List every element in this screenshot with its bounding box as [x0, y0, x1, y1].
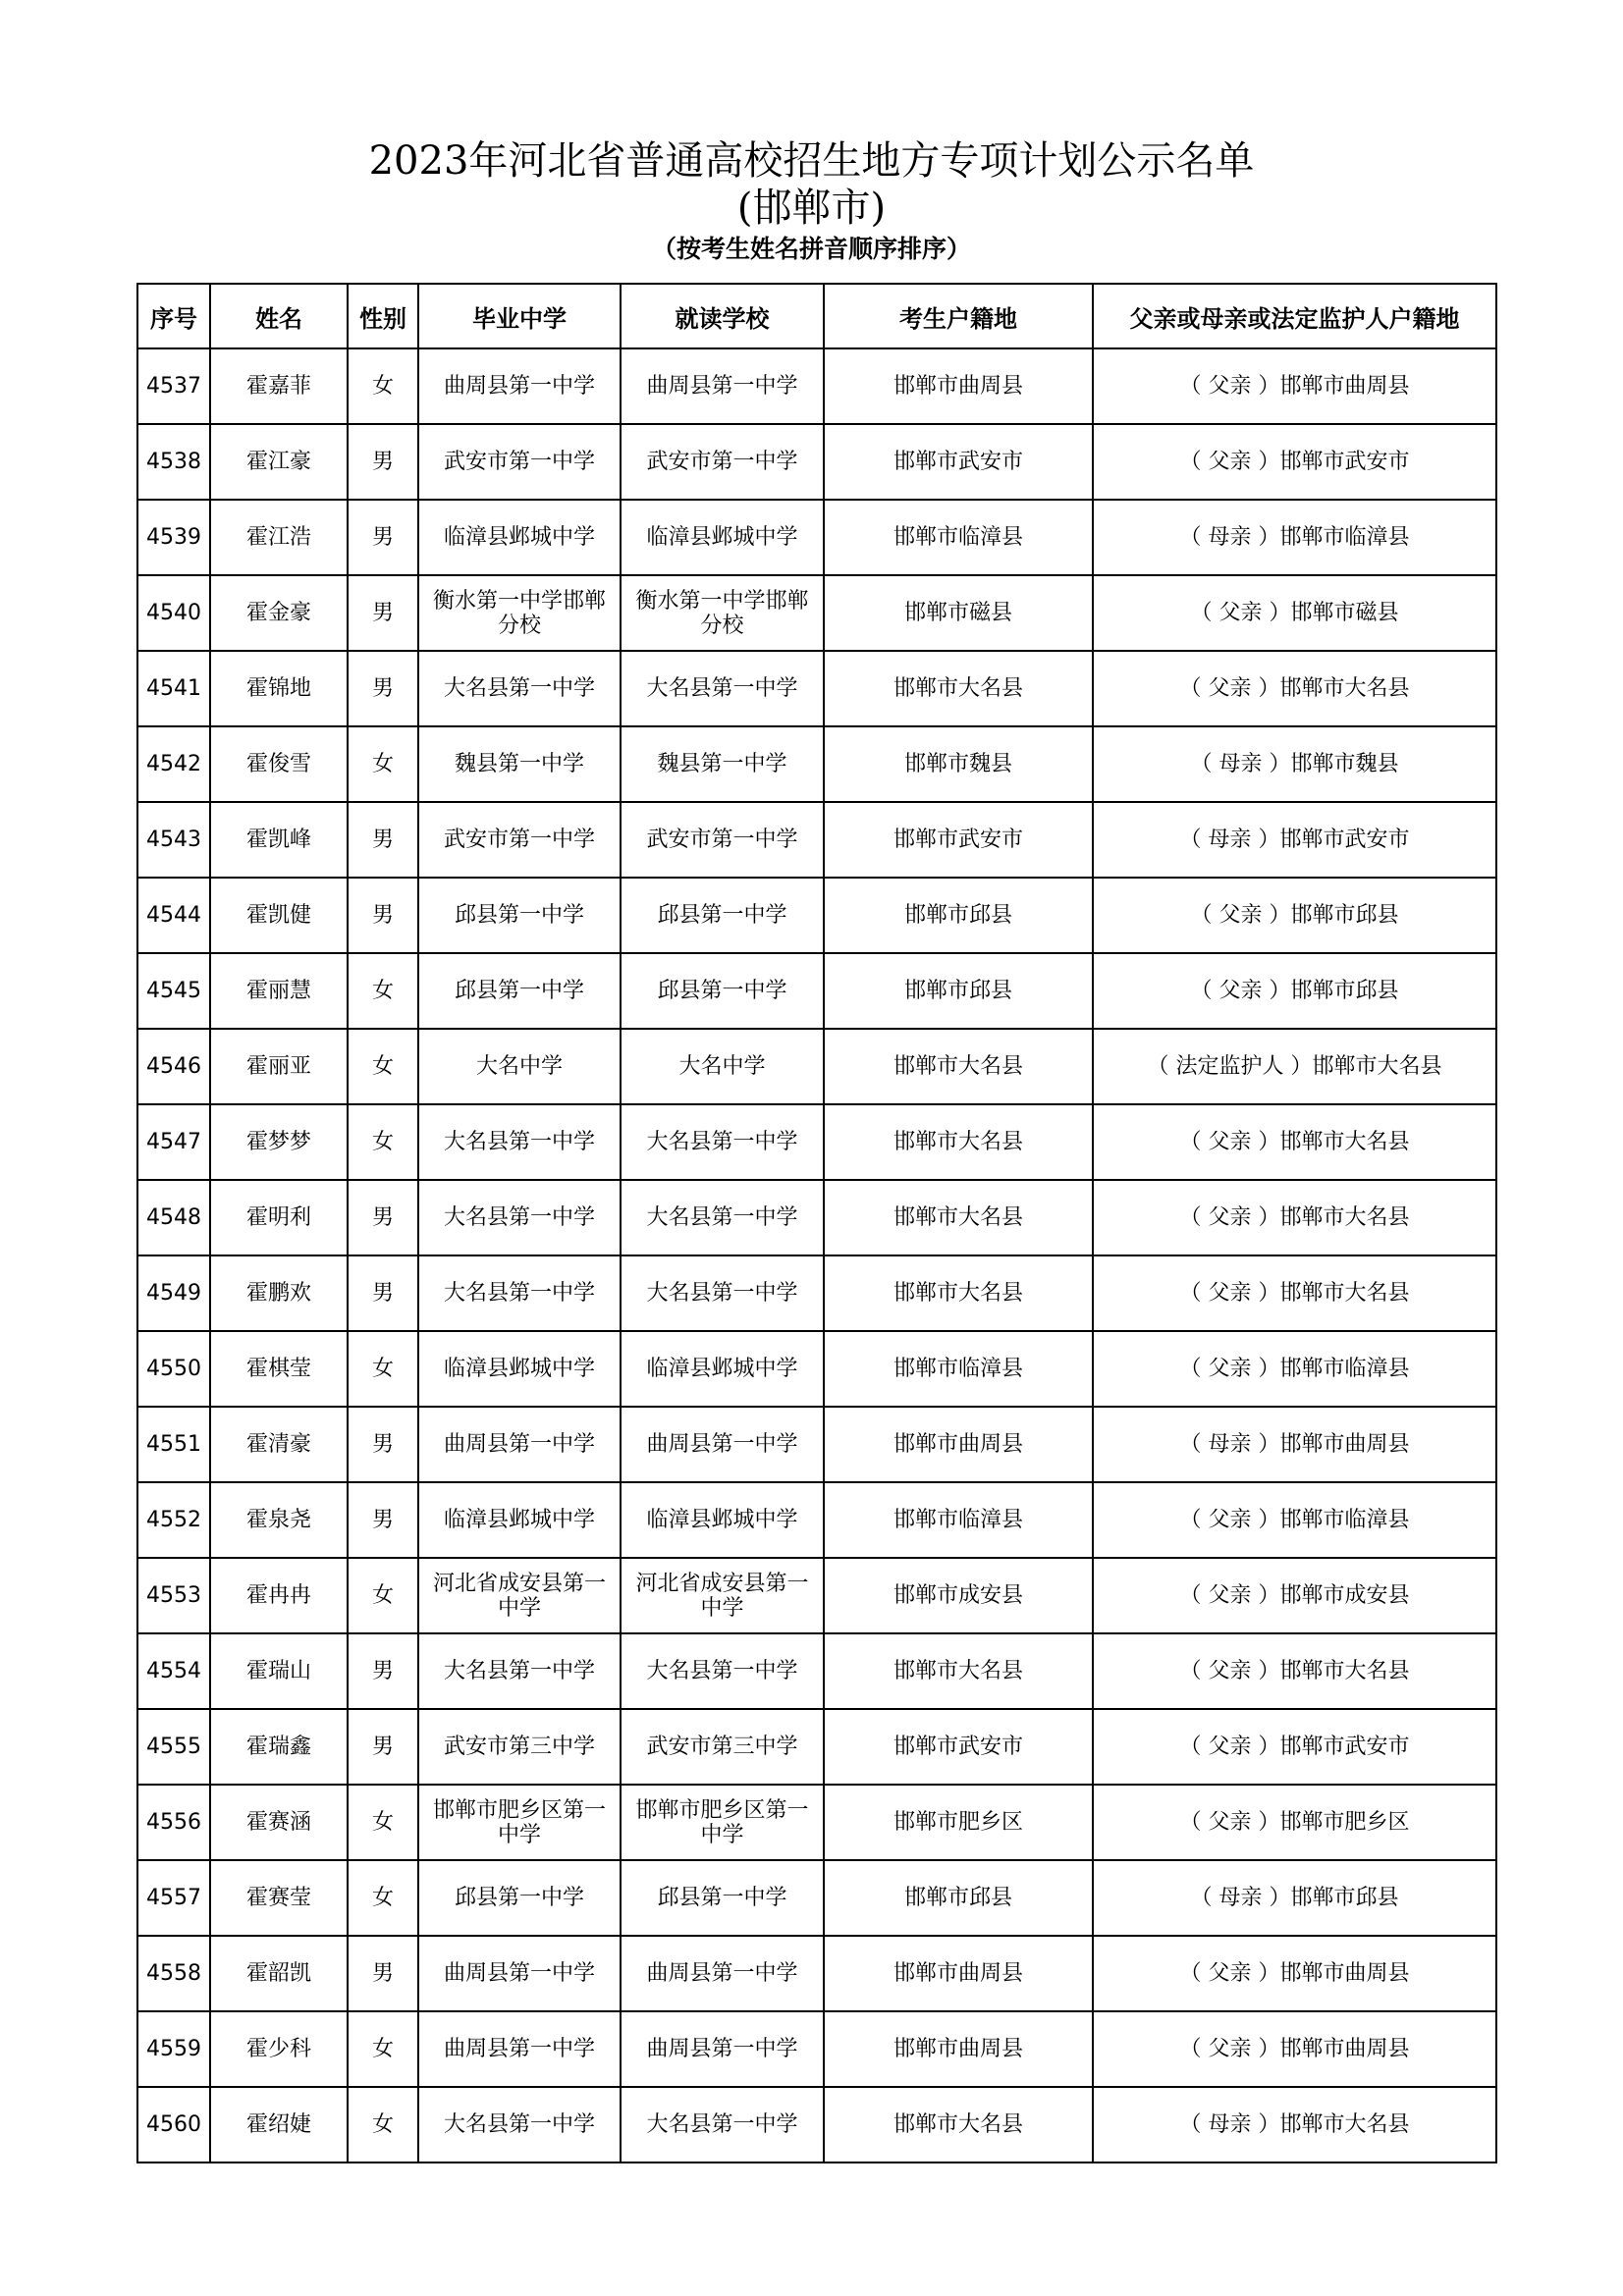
cell-serial: 4544 — [137, 878, 210, 953]
cell-guardian-residence: （ 父亲 ）邯郸市邱县 — [1093, 878, 1496, 953]
cell-name: 霍棋莹 — [210, 1331, 348, 1407]
cell-guardian-residence: （ 父亲 ）邯郸市武安市 — [1093, 1709, 1496, 1785]
cell-graduation-school: 河北省成安县第一中学 — [418, 1558, 621, 1633]
cell-gender: 男 — [348, 500, 418, 575]
cell-gender: 男 — [348, 1180, 418, 1255]
table-row — [137, 348, 1496, 424]
table-row — [137, 424, 1496, 500]
cell-graduation-school: 大名县第一中学 — [418, 651, 621, 726]
roster-table — [136, 283, 1497, 2163]
cell-current-school: 曲周县第一中学 — [621, 1936, 824, 2011]
cell-graduation-school: 武安市第三中学 — [418, 1709, 621, 1785]
cell-current-school: 武安市第一中学 — [621, 424, 824, 500]
header-guardian-residence: 父亲或母亲或法定监护人户籍地 — [1093, 284, 1496, 348]
cell-current-school: 大名县第一中学 — [621, 2087, 824, 2163]
table-row — [137, 575, 1496, 651]
cell-student-residence: 邯郸市曲周县 — [824, 1407, 1093, 1482]
cell-gender: 女 — [348, 1331, 418, 1407]
cell-serial: 4537 — [137, 348, 210, 424]
cell-graduation-school: 邱县第一中学 — [418, 878, 621, 953]
cell-student-residence: 邯郸市大名县 — [824, 1255, 1093, 1331]
table-row — [137, 953, 1496, 1029]
cell-guardian-residence: （ 父亲 ）邯郸市曲周县 — [1093, 348, 1496, 424]
cell-serial: 4542 — [137, 726, 210, 802]
table-header-row — [137, 284, 1496, 348]
cell-student-residence: 邯郸市大名县 — [824, 651, 1093, 726]
table-row — [137, 726, 1496, 802]
cell-name: 霍江浩 — [210, 500, 348, 575]
cell-current-school: 大名县第一中学 — [621, 1104, 824, 1180]
cell-guardian-residence: （ 父亲 ）邯郸市大名县 — [1093, 1255, 1496, 1331]
cell-gender: 女 — [348, 953, 418, 1029]
cell-guardian-residence: （ 母亲 ）邯郸市魏县 — [1093, 726, 1496, 802]
cell-student-residence: 邯郸市大名县 — [824, 1180, 1093, 1255]
cell-name: 霍丽亚 — [210, 1029, 348, 1104]
cell-student-residence: 邯郸市临漳县 — [824, 1331, 1093, 1407]
cell-current-school: 大名中学 — [621, 1029, 824, 1104]
cell-gender: 男 — [348, 1482, 418, 1558]
cell-current-school: 曲周县第一中学 — [621, 2011, 824, 2087]
cell-guardian-residence: （ 父亲 ）邯郸市曲周县 — [1093, 1936, 1496, 2011]
table-row — [137, 1180, 1496, 1255]
cell-serial: 4555 — [137, 1709, 210, 1785]
cell-serial: 4556 — [137, 1785, 210, 1860]
document-title: 2023年河北省普通高校招生地方专项计划公示名单 — [368, 138, 1255, 184]
cell-current-school: 临漳县邺城中学 — [621, 1482, 824, 1558]
header-serial: 序号 — [137, 284, 210, 348]
cell-name: 霍清豪 — [210, 1407, 348, 1482]
cell-gender: 女 — [348, 1785, 418, 1860]
table-row — [137, 1407, 1496, 1482]
cell-graduation-school: 临漳县邺城中学 — [418, 500, 621, 575]
cell-guardian-residence: （ 父亲 ）邯郸市武安市 — [1093, 424, 1496, 500]
cell-student-residence: 邯郸市大名县 — [824, 1029, 1093, 1104]
cell-student-residence: 邯郸市肥乡区 — [824, 1785, 1093, 1860]
cell-guardian-residence: （ 母亲 ）邯郸市临漳县 — [1093, 500, 1496, 575]
table-row — [137, 878, 1496, 953]
cell-graduation-school: 临漳县邺城中学 — [418, 1482, 621, 1558]
cell-guardian-residence: （ 父亲 ）邯郸市磁县 — [1093, 575, 1496, 651]
cell-gender: 男 — [348, 1255, 418, 1331]
cell-graduation-school: 大名中学 — [418, 1029, 621, 1104]
cell-student-residence: 邯郸市大名县 — [824, 1104, 1093, 1180]
cell-current-school: 邯郸市肥乡区第一中学 — [621, 1785, 824, 1860]
cell-current-school: 曲周县第一中学 — [621, 1407, 824, 1482]
cell-serial: 4553 — [137, 1558, 210, 1633]
cell-guardian-residence: （ 父亲 ）邯郸市临漳县 — [1093, 1482, 1496, 1558]
cell-name: 霍泉尧 — [210, 1482, 348, 1558]
cell-serial: 4540 — [137, 575, 210, 651]
cell-gender: 女 — [348, 1860, 418, 1936]
cell-graduation-school: 大名县第一中学 — [418, 1180, 621, 1255]
cell-graduation-school: 临漳县邺城中学 — [418, 1331, 621, 1407]
cell-current-school: 邱县第一中学 — [621, 1860, 824, 1936]
cell-name: 霍赛涵 — [210, 1785, 348, 1860]
cell-name: 霍韶凯 — [210, 1936, 348, 2011]
cell-name: 霍绍婕 — [210, 2087, 348, 2163]
cell-name: 霍冉冉 — [210, 1558, 348, 1633]
cell-guardian-residence: （ 母亲 ）邯郸市邱县 — [1093, 1860, 1496, 1936]
cell-student-residence: 邯郸市武安市 — [824, 802, 1093, 878]
cell-name: 霍江豪 — [210, 424, 348, 500]
cell-student-residence: 邯郸市邱县 — [824, 953, 1093, 1029]
table-row — [137, 500, 1496, 575]
cell-guardian-residence: （ 父亲 ）邯郸市邱县 — [1093, 953, 1496, 1029]
cell-gender: 女 — [348, 1104, 418, 1180]
cell-current-school: 大名县第一中学 — [621, 651, 824, 726]
cell-current-school: 河北省成安县第一中学 — [621, 1558, 824, 1633]
cell-current-school: 大名县第一中学 — [621, 1633, 824, 1709]
cell-serial: 4550 — [137, 1331, 210, 1407]
cell-guardian-residence: （ 父亲 ）邯郸市大名县 — [1093, 1180, 1496, 1255]
table-row — [137, 1709, 1496, 1785]
cell-name: 霍凯健 — [210, 878, 348, 953]
cell-current-school: 魏县第一中学 — [621, 726, 824, 802]
cell-serial: 4560 — [137, 2087, 210, 2163]
cell-name: 霍嘉菲 — [210, 348, 348, 424]
table-row — [137, 1558, 1496, 1633]
cell-name: 霍鹏欢 — [210, 1255, 348, 1331]
cell-gender: 女 — [348, 1029, 418, 1104]
cell-gender: 女 — [348, 2011, 418, 2087]
cell-current-school: 大名县第一中学 — [621, 1180, 824, 1255]
cell-current-school: 邱县第一中学 — [621, 953, 824, 1029]
table-row — [137, 1936, 1496, 2011]
cell-gender: 男 — [348, 1407, 418, 1482]
cell-serial: 4548 — [137, 1180, 210, 1255]
cell-serial: 4549 — [137, 1255, 210, 1331]
header-gender: 性别 — [348, 284, 418, 348]
cell-graduation-school: 魏县第一中学 — [418, 726, 621, 802]
cell-student-residence: 邯郸市武安市 — [824, 1709, 1093, 1785]
cell-guardian-residence: （ 父亲 ）邯郸市大名县 — [1093, 1104, 1496, 1180]
table-row — [137, 651, 1496, 726]
header-graduation-school: 毕业中学 — [418, 284, 621, 348]
table-row — [137, 1860, 1496, 1936]
cell-guardian-residence: （ 父亲 ）邯郸市临漳县 — [1093, 1331, 1496, 1407]
cell-current-school: 临漳县邺城中学 — [621, 1331, 824, 1407]
cell-name: 霍赛莹 — [210, 1860, 348, 1936]
header-name: 姓名 — [210, 284, 348, 348]
table-row — [137, 1482, 1496, 1558]
cell-graduation-school: 曲周县第一中学 — [418, 1407, 621, 1482]
cell-graduation-school: 邱县第一中学 — [418, 1860, 621, 1936]
cell-name: 霍凯峰 — [210, 802, 348, 878]
cell-student-residence: 邯郸市成安县 — [824, 1558, 1093, 1633]
cell-serial: 4539 — [137, 500, 210, 575]
cell-student-residence: 邯郸市临漳县 — [824, 1482, 1093, 1558]
cell-current-school: 邱县第一中学 — [621, 878, 824, 953]
cell-graduation-school: 武安市第一中学 — [418, 424, 621, 500]
cell-graduation-school: 曲周县第一中学 — [418, 2011, 621, 2087]
table-row — [137, 1255, 1496, 1331]
cell-graduation-school: 曲周县第一中学 — [418, 348, 621, 424]
table-row — [137, 802, 1496, 878]
header-current-school: 就读学校 — [621, 284, 824, 348]
cell-student-residence: 邯郸市临漳县 — [824, 500, 1093, 575]
cell-serial: 4559 — [137, 2011, 210, 2087]
cell-guardian-residence: （ 父亲 ）邯郸市曲周县 — [1093, 2011, 1496, 2087]
cell-serial: 4545 — [137, 953, 210, 1029]
cell-student-residence: 邯郸市武安市 — [824, 424, 1093, 500]
cell-student-residence: 邯郸市曲周县 — [824, 1936, 1093, 2011]
cell-name: 霍俊雪 — [210, 726, 348, 802]
header-student-residence: 考生户籍地 — [824, 284, 1093, 348]
cell-gender: 男 — [348, 575, 418, 651]
cell-graduation-school: 大名县第一中学 — [418, 1255, 621, 1331]
cell-serial: 4551 — [137, 1407, 210, 1482]
table-row — [137, 1633, 1496, 1709]
cell-student-residence: 邯郸市曲周县 — [824, 348, 1093, 424]
cell-graduation-school: 邱县第一中学 — [418, 953, 621, 1029]
cell-current-school: 武安市第一中学 — [621, 802, 824, 878]
cell-name: 霍明利 — [210, 1180, 348, 1255]
cell-graduation-school: 大名县第一中学 — [418, 2087, 621, 2163]
table-row — [137, 1104, 1496, 1180]
cell-student-residence: 邯郸市邱县 — [824, 878, 1093, 953]
cell-guardian-residence: （ 父亲 ）邯郸市成安县 — [1093, 1558, 1496, 1633]
cell-current-school: 大名县第一中学 — [621, 1255, 824, 1331]
cell-current-school: 曲周县第一中学 — [621, 348, 824, 424]
cell-student-residence: 邯郸市魏县 — [824, 726, 1093, 802]
cell-gender: 男 — [348, 424, 418, 500]
cell-gender: 女 — [348, 2087, 418, 2163]
cell-serial: 4541 — [137, 651, 210, 726]
cell-gender: 男 — [348, 1936, 418, 2011]
cell-guardian-residence: （ 法定监护人 ）邯郸市大名县 — [1093, 1029, 1496, 1104]
cell-graduation-school: 曲周县第一中学 — [418, 1936, 621, 2011]
cell-name: 霍少科 — [210, 2011, 348, 2087]
cell-serial: 4557 — [137, 1860, 210, 1936]
table-row — [137, 2087, 1496, 2163]
cell-student-residence: 邯郸市大名县 — [824, 2087, 1093, 2163]
cell-student-residence: 邯郸市大名县 — [824, 1633, 1093, 1709]
cell-gender: 男 — [348, 878, 418, 953]
cell-student-residence: 邯郸市邱县 — [824, 1860, 1093, 1936]
cell-current-school: 衡水第一中学邯郸分校 — [621, 575, 824, 651]
table-row — [137, 2011, 1496, 2087]
cell-student-residence: 邯郸市曲周县 — [824, 2011, 1093, 2087]
cell-guardian-residence: （ 母亲 ）邯郸市曲周县 — [1093, 1407, 1496, 1482]
cell-current-school: 临漳县邺城中学 — [621, 500, 824, 575]
document-subtitle: (邯郸市) — [736, 186, 887, 231]
cell-serial: 4543 — [137, 802, 210, 878]
cell-gender: 男 — [348, 651, 418, 726]
cell-student-residence: 邯郸市磁县 — [824, 575, 1093, 651]
cell-gender: 男 — [348, 1709, 418, 1785]
cell-guardian-residence: （ 父亲 ）邯郸市肥乡区 — [1093, 1785, 1496, 1860]
cell-name: 霍瑞山 — [210, 1633, 348, 1709]
cell-graduation-school: 邯郸市肥乡区第一中学 — [418, 1785, 621, 1860]
cell-name: 霍锦地 — [210, 651, 348, 726]
cell-gender: 女 — [348, 348, 418, 424]
sort-note: （按考生姓名拼音顺序排序） — [651, 235, 971, 263]
cell-guardian-residence: （ 母亲 ）邯郸市大名县 — [1093, 2087, 1496, 2163]
cell-gender: 女 — [348, 726, 418, 802]
cell-serial: 4554 — [137, 1633, 210, 1709]
cell-name: 霍瑞鑫 — [210, 1709, 348, 1785]
cell-serial: 4546 — [137, 1029, 210, 1104]
cell-gender: 女 — [348, 1558, 418, 1633]
cell-name: 霍丽慧 — [210, 953, 348, 1029]
cell-gender: 男 — [348, 1633, 418, 1709]
table-row — [137, 1785, 1496, 1860]
cell-graduation-school: 衡水第一中学邯郸分校 — [418, 575, 621, 651]
cell-graduation-school: 武安市第一中学 — [418, 802, 621, 878]
cell-name: 霍金豪 — [210, 575, 348, 651]
cell-name: 霍梦梦 — [210, 1104, 348, 1180]
cell-guardian-residence: （ 母亲 ）邯郸市武安市 — [1093, 802, 1496, 878]
cell-gender: 男 — [348, 802, 418, 878]
cell-serial: 4552 — [137, 1482, 210, 1558]
table-row — [137, 1029, 1496, 1104]
cell-guardian-residence: （ 父亲 ）邯郸市大名县 — [1093, 651, 1496, 726]
cell-serial: 4538 — [137, 424, 210, 500]
cell-serial: 4558 — [137, 1936, 210, 2011]
cell-graduation-school: 大名县第一中学 — [418, 1104, 621, 1180]
cell-serial: 4547 — [137, 1104, 210, 1180]
cell-graduation-school: 大名县第一中学 — [418, 1633, 621, 1709]
cell-guardian-residence: （ 父亲 ）邯郸市大名县 — [1093, 1633, 1496, 1709]
cell-current-school: 武安市第三中学 — [621, 1709, 824, 1785]
table-row — [137, 1331, 1496, 1407]
